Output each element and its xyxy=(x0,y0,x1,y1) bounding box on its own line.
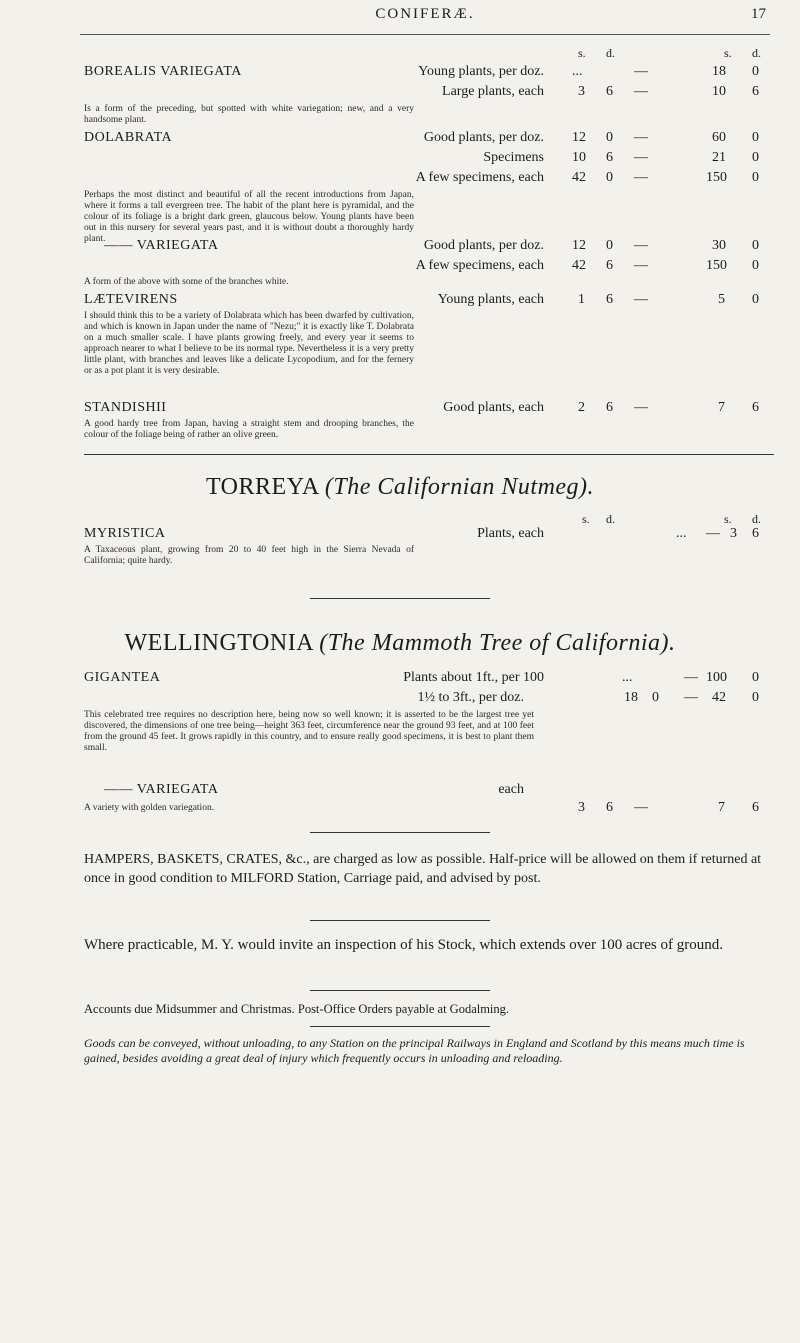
price-to-pence: 6 xyxy=(752,800,759,815)
entry-description: Good plants, each xyxy=(443,400,544,415)
price-to-shillings: 30 xyxy=(712,238,726,253)
price-dash: — xyxy=(684,670,698,685)
price-to-pence: 0 xyxy=(752,292,759,307)
price-to-shillings: 10 xyxy=(712,84,726,99)
price-to-pence: 6 xyxy=(752,400,759,415)
entry-dolabrata-variegata xyxy=(84,238,774,258)
price-from-shillings: ... xyxy=(676,526,687,541)
price-from-shillings: 18 xyxy=(624,690,638,705)
price-from-shillings: 42 xyxy=(572,258,586,273)
entry-note: A Taxaceous plant, growing from 20 to 40 feet high in the Sierra Nevada of California; quite hardy. xyxy=(84,545,414,566)
entry-dolabrata-line3 xyxy=(84,170,774,190)
price-to-shillings: 21 xyxy=(712,150,726,165)
price-dash: — xyxy=(634,64,648,79)
price-dash: — xyxy=(634,292,648,307)
price-from-shillings: 12 xyxy=(572,238,586,253)
entry-borealis-variegata-line2 xyxy=(84,84,774,104)
section-divider xyxy=(310,832,490,833)
entry-description: A few specimens, each xyxy=(415,258,544,273)
entry-note: Is a form of the preceding, but spotted with white variegation; new, and a very handsome plant. xyxy=(84,104,414,125)
price-to-shillings: 7 xyxy=(718,400,725,415)
price-dash: — xyxy=(634,400,648,415)
column-head-pence: d. xyxy=(606,46,615,60)
entry-note: A variety with golden variegation. xyxy=(84,803,215,813)
price-to-pence: 0 xyxy=(752,130,759,145)
price-dash: — xyxy=(634,150,648,165)
entry-name: BOREALIS VARIEGATA xyxy=(84,64,242,79)
price-from-shillings: 3 xyxy=(578,800,585,815)
section-title-subtitle: (The Mammoth Tree of California). xyxy=(319,630,676,656)
column-head-shillings-2: s. xyxy=(724,512,732,526)
price-to-pence: 0 xyxy=(752,170,759,185)
price-to-pence: 6 xyxy=(752,526,759,541)
entry-name: —— VARIEGATA xyxy=(104,238,219,253)
section-title-torreya xyxy=(0,474,800,501)
price-to-shillings: 7 xyxy=(718,800,725,815)
entry-name: —— VARIEGATA xyxy=(104,782,219,797)
section-title-main: WELLINGTONIA xyxy=(124,630,313,656)
price-dash: — xyxy=(634,258,648,273)
entry-note: This celebrated tree requires no description here, being now so well known; it is asserted to be the largest tree yet discovered, the dimensions of one tree being—height 363 feet, circumference near the ground 93 feet, and at 100 feet from the ground 45 feet. It grows rapidly in this country, and to ensure really good specimens, it is best to plant them small. xyxy=(84,710,534,753)
section-divider xyxy=(310,990,490,991)
price-to-shillings: 42 xyxy=(712,690,726,705)
entry-note: I should think this to be a variety of Dolabrata which has been dwarfed by cultivation, and which is known in Japan under the name of "Nezu;" it is exactly like T. Dolabrata on a much smaller scale. I have plants growing freely, and every year it seems to approach nearer to what I believe to be its normal type. Nevertheless it is a very pretty little plant, with branches and leaves like a delicate Lycopodium, and for the fernery or as a pot plant it is very desirable. xyxy=(84,311,414,376)
entry-note: A form of the above with some of the branches white. xyxy=(84,277,289,287)
entry-borealis-variegata xyxy=(84,64,774,84)
price-from-shillings: 3 xyxy=(578,84,585,99)
price-from-pence: 6 xyxy=(606,400,613,415)
price-to-pence: 0 xyxy=(752,258,759,273)
price-from-pence: 0 xyxy=(652,690,659,705)
goods-notice: Goods can be conveyed, without unloading, to any Station on the principal Railways in England and Scotland by this means much time is gained, besides avoiding a great deal of injury which frequently occurs in unloading and reloading. xyxy=(84,1036,745,1065)
price-to-shillings: 3 xyxy=(730,526,737,541)
entry-name: MYRISTICA xyxy=(84,526,166,541)
price-from-pence: 0 xyxy=(606,238,613,253)
entry-myristica xyxy=(84,526,774,546)
price-dash: — xyxy=(634,84,648,99)
price-to-pence: 0 xyxy=(752,238,759,253)
column-head-pence-2: d. xyxy=(752,46,761,60)
entry-dolabrata-line2 xyxy=(84,150,774,170)
price-to-shillings: 5 xyxy=(718,292,725,307)
price-dash: — xyxy=(684,690,698,705)
price-to-pence: 0 xyxy=(752,690,759,705)
entry-description: Plants about 1ft., per 100 xyxy=(403,670,544,685)
price-to-shillings: 100 xyxy=(706,670,727,685)
entry-laetevirens xyxy=(84,292,774,312)
price-to-shillings: 150 xyxy=(706,258,727,273)
entry-name: STANDISHII xyxy=(84,400,167,415)
entry-description: A few specimens, each xyxy=(415,170,544,185)
entry-description: Good plants, per doz. xyxy=(423,130,544,145)
entry-description: Young plants, per doz. xyxy=(418,64,544,79)
entry-dolabrata xyxy=(84,130,774,150)
entry-description: Specimens xyxy=(483,150,544,165)
section-divider xyxy=(84,454,774,455)
section-divider xyxy=(310,1026,490,1027)
price-dash: — xyxy=(634,130,648,145)
price-to-shillings: 18 xyxy=(712,64,726,79)
section-divider xyxy=(310,920,490,921)
price-dash: — xyxy=(706,526,720,541)
price-from-shillings: 2 xyxy=(578,400,585,415)
entry-description: Plants, each xyxy=(477,526,544,541)
price-from-shillings: 42 xyxy=(572,170,586,185)
section-title-main: TORREYA xyxy=(205,474,319,500)
accounts-notice: Accounts due Midsummer and Christmas. Post-Office Orders payable at Godalming. xyxy=(84,1002,510,1016)
section-title-wellingtonia xyxy=(0,630,800,657)
entry-description: Large plants, each xyxy=(442,84,544,99)
entry-description: each xyxy=(498,782,524,797)
price-from-shillings: 10 xyxy=(572,150,586,165)
inspection-notice: Where practicable, M. Y. would invite an inspection of his Stock, which extends over 100 acres of ground. xyxy=(84,937,724,953)
hampers-notice: HAMPERS, BASKETS, CRATES, &c., are charged as low as possible. Half-price will be allowed on them if returned at once in good condition to MILFORD Station, Carriage paid, and advised by post. xyxy=(84,852,762,886)
price-to-pence: 0 xyxy=(752,670,759,685)
entry-name: GIGANTEA xyxy=(84,670,161,685)
section-divider xyxy=(310,598,490,599)
price-dash: — xyxy=(634,170,648,185)
price-from-pence: 6 xyxy=(606,150,613,165)
page-header xyxy=(80,0,770,35)
price-from-pence: 6 xyxy=(606,292,613,307)
price-from-shillings: ... xyxy=(622,670,633,685)
price-from-pence: 0 xyxy=(606,130,613,145)
entry-standishii xyxy=(84,400,774,420)
page-number: 17 xyxy=(751,6,766,22)
entry-name: LÆTEVIRENS xyxy=(84,292,178,307)
entry-description: 1½ to 3ft., per doz. xyxy=(417,690,524,705)
entry-name: DOLABRATA xyxy=(84,130,173,145)
column-head-pence-2: d. xyxy=(752,512,761,526)
price-from-pence: 6 xyxy=(606,800,613,815)
section-title-subtitle: (The Californian Nutmeg). xyxy=(324,474,595,500)
price-to-pence: 0 xyxy=(752,150,759,165)
column-head-shillings: s. xyxy=(582,512,590,526)
price-to-pence: 6 xyxy=(752,84,759,99)
column-head-shillings: s. xyxy=(578,46,586,60)
entry-note: A good hardy tree from Japan, having a straight stem and drooping branches, the colour of the foliage being of rather an olive green. xyxy=(84,419,414,440)
column-head-pence: d. xyxy=(606,512,615,526)
price-from-shillings: ... xyxy=(572,64,583,79)
entry-description: Young plants, each xyxy=(437,292,544,307)
price-from-pence: 6 xyxy=(606,84,613,99)
price-to-pence: 0 xyxy=(752,64,759,79)
price-from-shillings: 1 xyxy=(578,292,585,307)
entry-wellingtonia-variegata xyxy=(84,782,774,802)
entry-description: Good plants, per doz. xyxy=(423,238,544,253)
price-dash: — xyxy=(634,238,648,253)
entry-gigantea xyxy=(84,670,774,690)
column-head-shillings-2: s. xyxy=(724,46,732,60)
entry-note: Perhaps the most distinct and beautiful of all the recent introductions from Japan, where it forms a tall evergreen tree. The habit of the plant here is pyramidal, and the colour of its foliage is a bright dark green, glaucous below. Young plants have been out in this nursery for several years past, and it is without doubt a thoroughly hardy plant. xyxy=(84,190,414,244)
page-title: CONIFERÆ. xyxy=(375,6,475,22)
entry-gigantea-line2 xyxy=(84,690,774,710)
price-from-shillings: 12 xyxy=(572,130,586,145)
price-to-shillings: 60 xyxy=(712,130,726,145)
price-dash: — xyxy=(634,800,648,815)
price-from-pence: 6 xyxy=(606,258,613,273)
entry-dolabrata-variegata-line2 xyxy=(84,258,774,278)
price-from-pence: 0 xyxy=(606,170,613,185)
price-to-shillings: 150 xyxy=(706,170,727,185)
